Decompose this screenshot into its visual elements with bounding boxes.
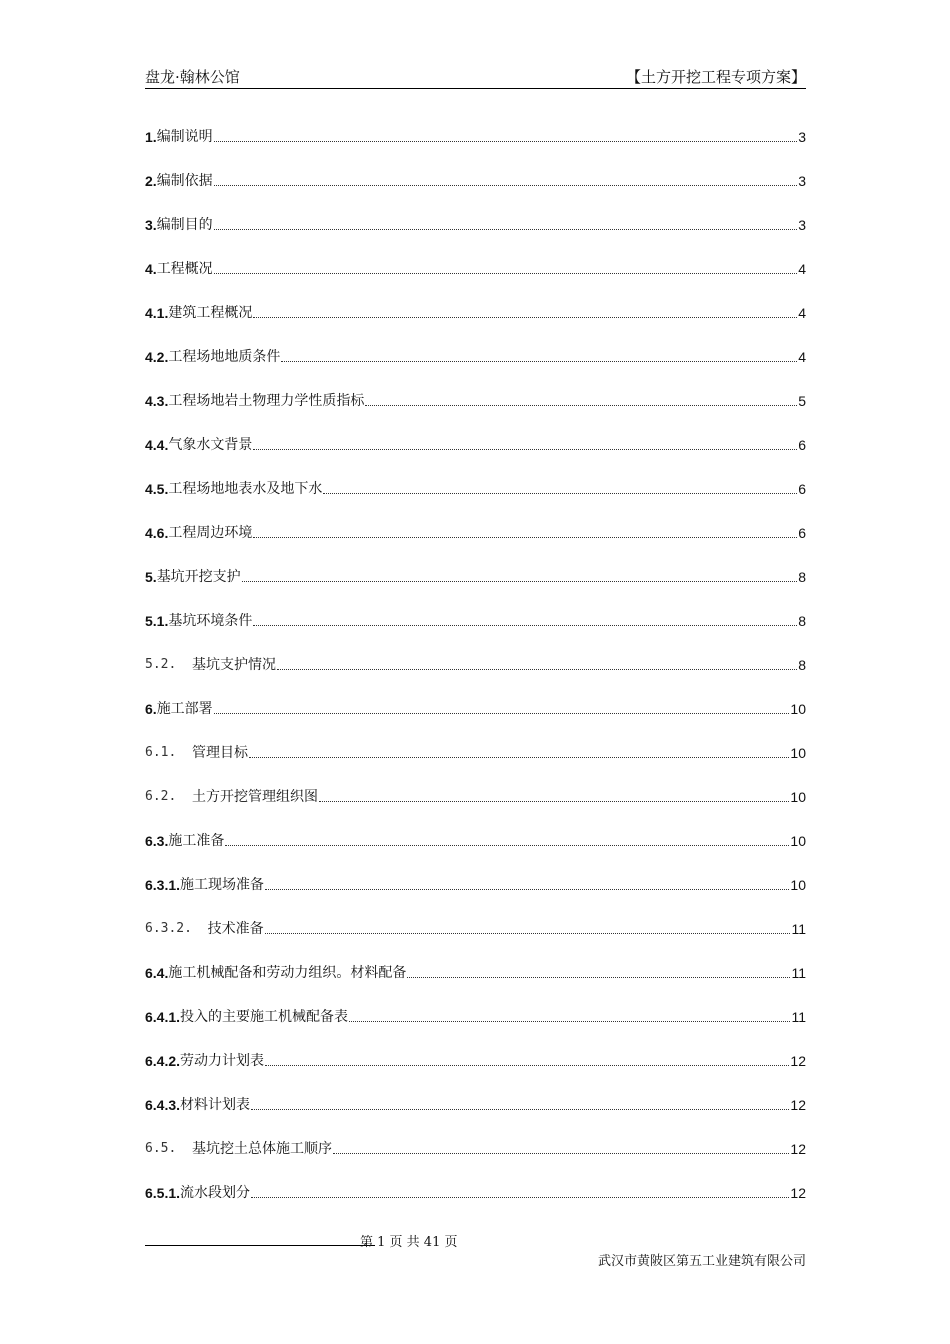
toc-leader-dots [319,788,789,802]
toc-leader-dots [225,832,789,846]
toc-entry-page: 8 [798,613,806,629]
toc-leader-dots [407,964,790,978]
toc-entry[interactable] [145,480,806,524]
toc-entry-title: 基坑环境条件 [168,613,253,629]
toc-entry[interactable] [145,568,806,612]
toc-entry-page: 5 [798,393,806,409]
toc-entry-page: 6 [798,525,806,541]
toc-entry-title: 基坑挖土总体施工顺序 [191,1141,332,1157]
toc-entry[interactable] [145,920,806,964]
toc-entry[interactable] [145,1140,806,1184]
toc-entry-title: 编制目的 [156,217,213,233]
header-divider [145,88,806,89]
toc-entry-title: 工程场地地质条件 [168,349,281,365]
toc-leader-dots [349,1008,790,1022]
toc-leader-dots [214,260,798,274]
toc-entry-number: 6.5.1. [145,1185,181,1201]
toc-entry-number: 4.1. [145,305,169,321]
toc-entry-title: 工程场地岩土物理力学性质指标 [168,393,365,409]
toc-entry[interactable] [145,612,806,656]
toc-entry-page: 10 [790,833,806,849]
toc-entry-page: 11 [791,965,806,981]
document-title: 【土方开挖工程专项方案】 [625,68,806,86]
toc-entry-page: 4 [798,261,806,277]
toc-entry[interactable] [145,832,806,876]
toc-entry-page: 4 [798,305,806,321]
company-name: 武汉市黄陂区第五工业建筑有限公司 [597,1254,806,1269]
toc-entry-page: 8 [798,657,806,673]
toc-entry-number: 5.1. [145,613,169,629]
toc-entry-title: 编制依据 [156,173,213,189]
toc-entry-title: 工程概况 [156,261,213,277]
toc-entry-number: 4.2. [145,349,169,365]
toc-entry-title: 气象水文背景 [168,437,253,453]
toc-entry-title: 基坑开挖支护 [156,569,241,585]
toc-entry[interactable] [145,392,806,436]
toc-entry-number: 5. [145,569,157,585]
toc-entry[interactable] [145,744,806,788]
toc-leader-dots [281,348,797,362]
toc-entry[interactable] [145,876,806,920]
toc-entry-number: 6. [145,701,157,717]
toc-entry-number: 6.5. [145,1141,192,1156]
toc-entry[interactable] [145,260,806,304]
toc-entry-page: 10 [790,877,806,893]
toc-entry-title: 投入的主要施工机械配备表 [180,1009,349,1025]
toc-leader-dots [265,876,789,890]
toc-entry[interactable] [145,304,806,348]
toc-entry-title: 施工部署 [156,701,213,717]
toc-entry[interactable] [145,128,806,172]
toc-entry-title: 工程周边环境 [168,525,253,541]
toc-entry[interactable] [145,1052,806,1096]
toc-leader-dots [333,1140,789,1154]
toc-leader-dots [214,700,790,714]
toc-leader-dots [251,1096,789,1110]
toc-entry-title: 基坑支护情况 [191,657,276,673]
toc-entry-title: 施工准备 [168,833,225,849]
toc-entry-page: 3 [798,217,806,233]
toc-entry-title: 工程场地地表水及地下水 [168,481,323,497]
toc-leader-dots [214,128,798,142]
toc-entry-page: 12 [790,1185,806,1201]
toc-entry-number: 5.2. [145,657,192,672]
toc-entry[interactable] [145,216,806,260]
toc-entry-number: 6.3.2. [145,921,208,936]
toc-entry[interactable] [145,524,806,568]
toc-leader-dots [249,744,789,758]
toc-entry-page: 11 [791,1009,806,1025]
toc-entry-title: 施工现场准备 [180,877,265,893]
toc-entry-page: 12 [790,1141,806,1157]
toc-entry-number: 6.3.1. [145,877,181,893]
toc-entry-title: 管理目标 [191,745,248,761]
toc-entry[interactable] [145,1096,806,1140]
toc-entry-title: 编制说明 [156,129,213,145]
toc-entry[interactable] [145,172,806,216]
toc-leader-dots [265,1052,789,1066]
toc-entry-page: 3 [798,173,806,189]
toc-entry-title: 劳动力计划表 [180,1053,265,1069]
page-header [145,66,806,88]
table-of-contents [145,128,806,1228]
toc-entry-number: 4.3. [145,393,169,409]
toc-entry-number: 2. [145,173,157,189]
toc-entry-number: 6.3. [145,833,169,849]
toc-entry-page: 11 [791,921,806,937]
toc-entry-number: 4.4. [145,437,169,453]
toc-entry-number: 6.4. [145,965,169,981]
toc-entry-page: 10 [790,745,806,761]
toc-leader-dots [253,612,797,626]
toc-entry[interactable] [145,656,806,700]
toc-entry[interactable] [145,1008,806,1052]
toc-entry-title: 建筑工程概况 [168,305,253,321]
toc-entry-page: 6 [798,481,806,497]
toc-entry-page: 4 [798,349,806,365]
toc-entry-number: 6.4.1. [145,1009,181,1025]
toc-entry-number: 3. [145,217,157,233]
toc-leader-dots [277,656,797,670]
toc-entry-page: 8 [798,569,806,585]
toc-leader-dots [214,172,798,186]
toc-entry-number: 6.4.3. [145,1097,181,1113]
toc-leader-dots [251,1184,789,1198]
toc-leader-dots [253,436,797,450]
toc-leader-dots [242,568,798,582]
toc-entry-title: 技术准备 [207,921,264,937]
toc-leader-dots [323,480,797,494]
toc-entry-number: 4. [145,261,157,277]
toc-entry-page: 12 [790,1097,806,1113]
toc-entry-number: 6.1. [145,745,192,760]
toc-entry-page: 6 [798,437,806,453]
toc-entry-number: 1. [145,129,157,145]
page-number: 第 1 页 共 41 页 [360,1235,458,1250]
toc-entry-number: 4.5. [145,481,169,497]
toc-entry-title: 土方开挖管理组织图 [191,789,318,805]
toc-entry-page: 12 [790,1053,806,1069]
toc-entry-title: 材料计划表 [180,1097,251,1113]
toc-entry[interactable] [145,1184,806,1228]
toc-leader-dots [365,392,797,406]
toc-leader-dots [214,216,798,230]
toc-entry-page: 3 [798,129,806,145]
toc-entry-number: 6.2. [145,789,192,804]
toc-entry-page: 10 [790,789,806,805]
toc-entry-page: 10 [790,701,806,717]
toc-entry[interactable] [145,348,806,392]
toc-entry-number: 4.6. [145,525,169,541]
toc-entry[interactable] [145,788,806,832]
toc-leader-dots [253,524,797,538]
project-name: 盘龙·翰林公馆 [145,68,240,86]
toc-leader-dots [265,920,791,934]
toc-entry-title: 流水段划分 [180,1185,251,1201]
toc-entry-number: 6.4.2. [145,1053,181,1069]
toc-entry[interactable] [145,964,806,1008]
toc-entry[interactable] [145,436,806,480]
toc-entry[interactable] [145,700,806,744]
toc-leader-dots [253,304,797,318]
toc-entry-title: 施工机械配备和劳动力组织。材料配备 [168,965,407,981]
footer-divider [145,1245,375,1246]
